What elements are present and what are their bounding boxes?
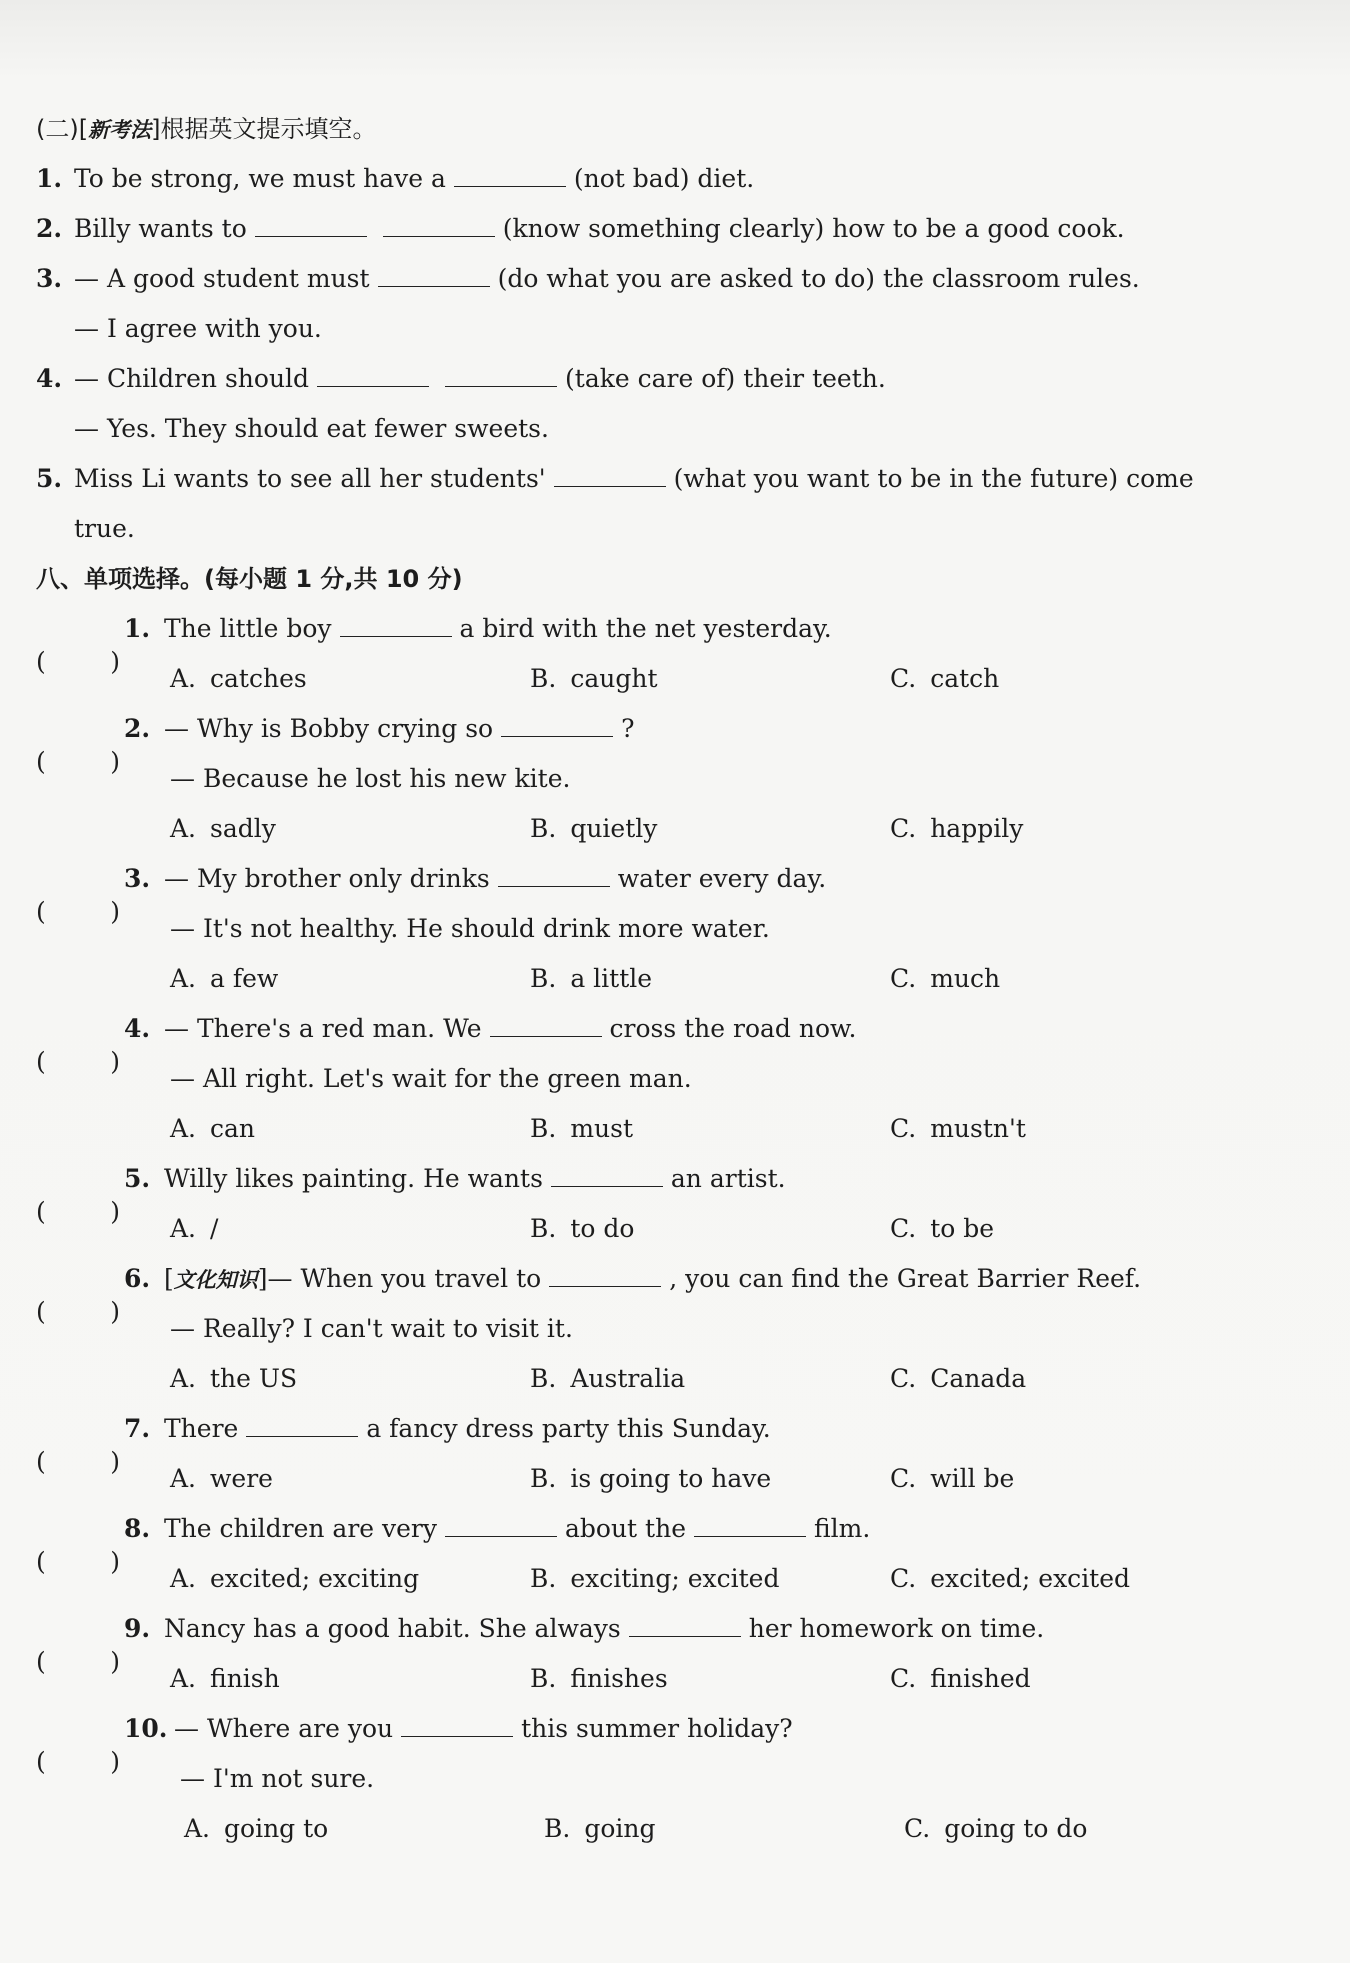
fill-item-3: 3. — A good student must (do what you are asked to do) the classroom rules. [36,254,1276,304]
question-1-options [36,654,1276,704]
option-a[interactable]: A. a few [170,964,279,993]
question-2-reply: — Because he lost his new kite. [170,764,571,793]
question-3: ( ) 3. — My brother only drinks water every day. [36,854,1276,904]
option-c[interactable]: C. catch [890,664,1000,693]
option-c[interactable]: C. happily [890,814,1024,843]
option-a[interactable]: A. excited; exciting [170,1564,420,1593]
answer-blank [340,610,452,637]
option-a[interactable]: A. sadly [170,814,276,843]
option-b[interactable]: B. to do [530,1214,635,1243]
answer-blank [629,1610,741,1637]
question-5-options [36,1204,1276,1254]
question-7-options [36,1454,1276,1504]
part2-heading: (二)[新考法]根据英文提示填空。 [36,115,377,143]
option-b[interactable]: B. exciting; excited [530,1564,780,1593]
question-4: ( ) 4. — There's a red man. We cross the road now. [36,1004,1276,1054]
question-5: ( ) 5. Willy likes painting. He wants an artist. [36,1154,1276,1204]
question-8: ( ) 8. The children are very about the film. [36,1504,1276,1554]
question-9-options [36,1654,1276,1704]
answer-blank [445,1510,557,1537]
option-b[interactable]: B. quietly [530,814,658,843]
answer-blank[interactable] [317,360,429,387]
answer-blank [401,1710,513,1737]
answer-blank [694,1510,806,1537]
question-4-reply: — All right. Let's wait for the green man. [170,1064,692,1093]
answer-blank [501,710,613,737]
option-a[interactable]: A. / [170,1214,219,1243]
new-method-tag: 新考法 [88,117,152,142]
answer-blank[interactable] [554,460,666,487]
option-c[interactable]: C. going to do [904,1814,1088,1843]
answer-blank[interactable] [445,360,557,387]
answer-blank[interactable] [378,260,490,287]
option-b[interactable]: B. is going to have [530,1464,772,1493]
question-6-options [36,1354,1276,1404]
question-2: ( ) 2. — Why is Bobby crying so ? [36,704,1276,754]
answer-blank[interactable] [454,160,566,187]
answer-blank [549,1260,661,1287]
question-10-options [36,1804,1276,1854]
option-b[interactable]: B. Australia [530,1364,686,1393]
worksheet-content [36,104,1276,1854]
fill-item-3-reply: — I agree with you. [74,314,322,343]
answer-blank [490,1010,602,1037]
section8-heading: 八、单项选择。(每小题 1 分,共 10 分) [36,565,463,593]
option-c[interactable]: C. mustn't [890,1114,1026,1143]
answer-blank[interactable] [383,210,495,237]
answer-blank [498,860,610,887]
answer-blank [246,1410,358,1437]
option-a[interactable]: A. were [170,1464,273,1493]
question-9: ( ) 9. Nancy has a good habit. She always her homework on time. [36,1604,1276,1654]
option-a[interactable]: A. can [170,1114,256,1143]
question-6-reply: — Really? I can't wait to visit it. [170,1314,573,1343]
option-a[interactable]: A. catches [170,664,307,693]
option-c[interactable]: C. excited; excited [890,1564,1131,1593]
option-b[interactable]: B. a little [530,964,653,993]
option-c[interactable]: C. much [890,964,1001,993]
option-a[interactable]: A. going to [184,1814,329,1843]
option-b[interactable]: B. finishes [530,1664,668,1693]
option-b[interactable]: B. going [544,1814,656,1843]
fill-item-1: 1. To be strong, we must have a (not bad) diet. [36,154,1276,204]
question-6: ( ) 6. [文化知识]— When you travel to , you can find the Great Barrier Reef. [36,1254,1276,1304]
fill-item-2: 2. Billy wants to (know something clearly) how to be a good cook. [36,204,1276,254]
question-7: ( ) 7. There a fancy dress party this Sunday. [36,1404,1276,1454]
answer-blank[interactable] [255,210,367,237]
option-c[interactable]: C. to be [890,1214,995,1243]
question-4-options [36,1104,1276,1154]
fill-item-4: 4. — Children should (take care of) their teeth. [36,354,1276,404]
option-c[interactable]: C. will be [890,1464,1015,1493]
option-c[interactable]: C. Canada [890,1364,1027,1393]
question-3-reply: — It's not healthy. He should drink more water. [170,914,770,943]
option-b[interactable]: B. must [530,1114,634,1143]
question-8-options [36,1554,1276,1604]
answer-blank [551,1160,663,1187]
question-1: ( ) 1. The little boy a bird with the net yesterday. [36,604,1276,654]
fill-item-5: 5. Miss Li wants to see all her students' (what you want to be in the future) come [36,454,1276,504]
culture-knowledge-tag: 文化知识 [173,1267,258,1292]
question-3-options [36,954,1276,1004]
option-b[interactable]: B. caught [530,664,658,693]
option-a[interactable]: A. finish [170,1664,280,1693]
question-10: ( ) 10. — Where are you this summer holiday? [36,1704,1276,1754]
fill-item-4-reply: — Yes. They should eat fewer sweets. [74,414,549,443]
question-10-reply: — I'm not sure. [180,1764,375,1793]
option-a[interactable]: A. the US [170,1364,298,1393]
option-c[interactable]: C. finished [890,1664,1031,1693]
question-2-options [36,804,1276,854]
fill-item-5-continued: true. [74,514,135,543]
